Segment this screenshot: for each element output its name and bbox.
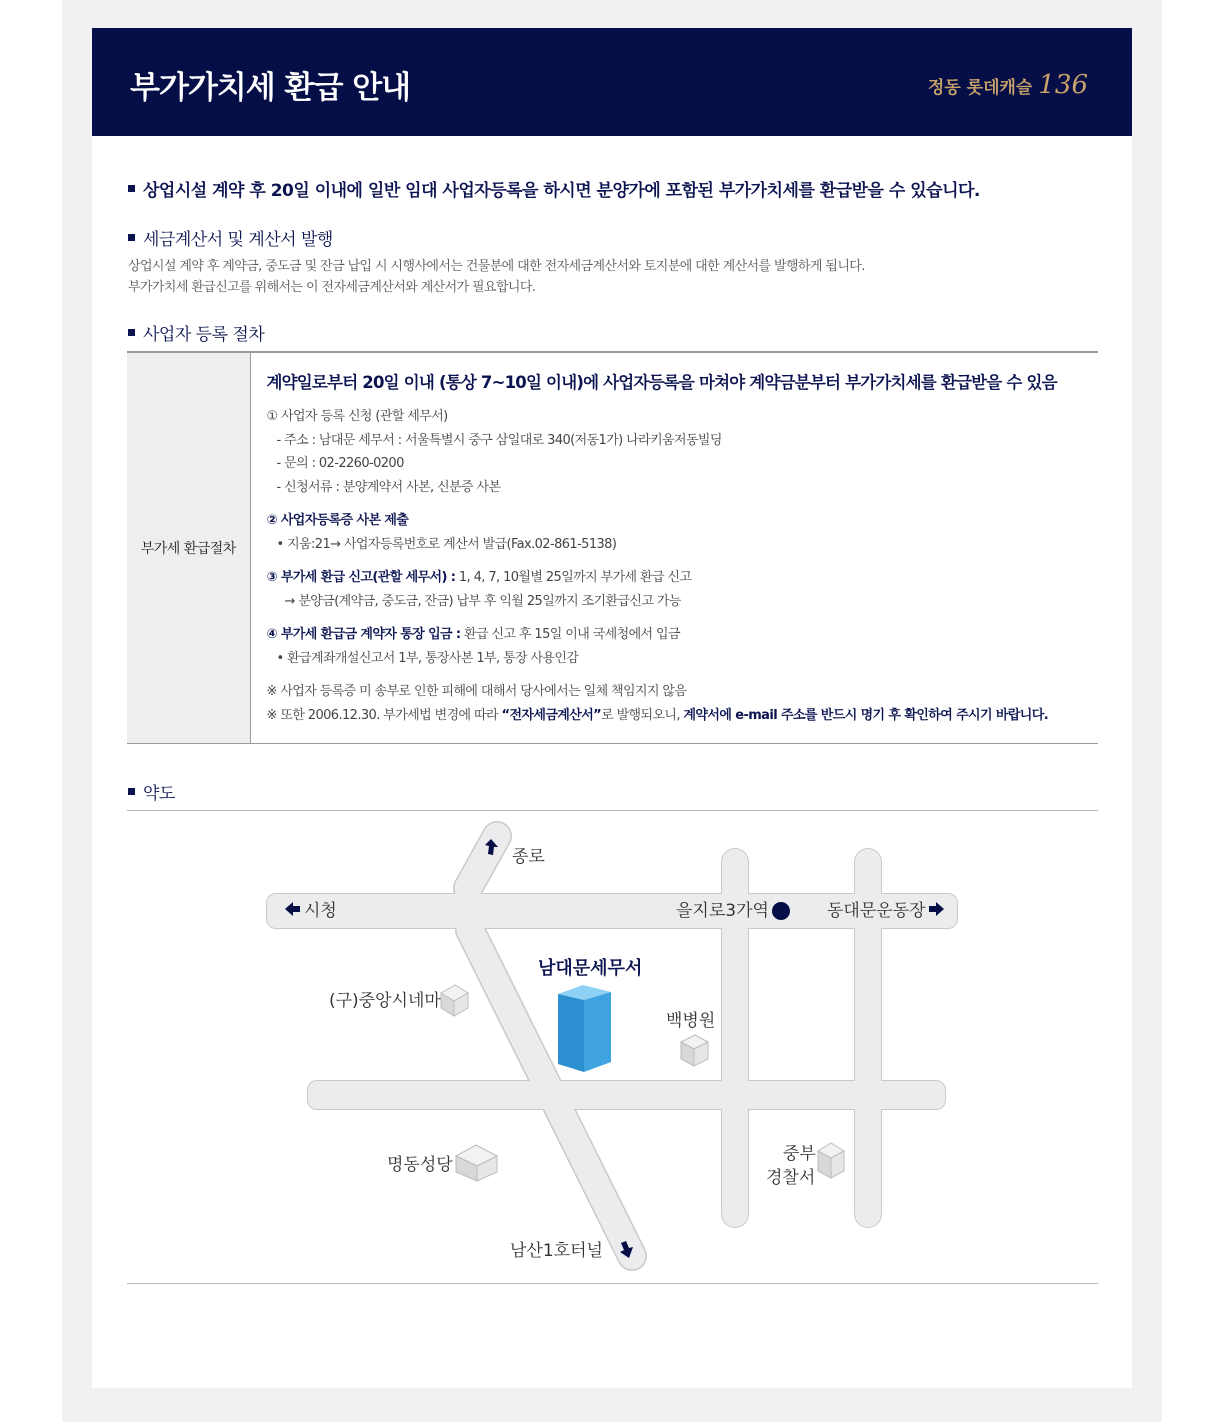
building-myeongdong-icon <box>456 1145 497 1181</box>
step3-text: 1, 4, 7, 10월별 25일까지 부가세 환급 신고 <box>455 570 692 585</box>
step1-documents: - 신청서류 : 분양계약서 사본, 신분증 사본 <box>276 479 501 495</box>
procedure-headline: 계약일로부터 20일 이내 (통상 7~10일 이내)에 사업자등록을 마쳐야 계약금분부터 부가가치세를 환급받을 수 있음 <box>266 373 1057 392</box>
subway-station-icon <box>772 902 790 920</box>
note2-part-a: ※ 또한 2006.12.30. 부가세법 변경에 따라 <box>266 707 502 723</box>
label-dongdaemun: 동대문운동장 <box>827 901 926 921</box>
label-namsan-tunnel: 남산1호터널 <box>510 1241 603 1261</box>
note-liability: ※ 사업자 등록증 미 송부로 인한 피해에 대해서 당사에서는 일체 책임지지 않음 <box>266 684 687 699</box>
vat-refund-card <box>92 28 1132 1388</box>
procedure-row-label: 부가세 환급절차 <box>127 352 250 744</box>
building-paik-icon <box>681 1035 708 1066</box>
building-cinema-icon <box>441 985 468 1016</box>
map-title: 약도 <box>143 784 175 804</box>
building-taxoffice-icon <box>558 985 611 1072</box>
step3-title: ③ 부가세 환급 신고(관할 세무서) : <box>266 570 456 585</box>
note2-part-c: 로 발행되오니, <box>601 707 684 723</box>
building-police-icon <box>818 1143 844 1178</box>
page-title: 부가가치세 환급 안내 <box>130 70 411 106</box>
road-fill-middle <box>308 1081 945 1109</box>
label-police-1: 중부 <box>783 1144 816 1164</box>
step3-item: → 분양금(계약금, 중도금, 잔금) 납부 후 익월 25일까지 조기환급신고 가능 <box>284 593 681 609</box>
brand-number: 136 <box>1038 70 1088 100</box>
registration-title: 사업자 등록 절차 <box>143 325 265 345</box>
brand-name: 정동 롯데캐슬 <box>927 78 1033 98</box>
label-euljiro-station: 을지로3가역 <box>676 901 769 921</box>
step2-title: ② 사업자등록증 사본 제출 <box>266 513 409 528</box>
note2-part-b: “전자세금계산서” <box>501 707 602 723</box>
step2-item: • 지움:21→ 사업자등록번호로 계산서 발급(Fax.02-861-5138) <box>276 536 617 552</box>
label-paik-hospital: 백병원 <box>666 1011 716 1031</box>
invoice-title: 세금계산서 및 계산서 발행 <box>143 230 333 250</box>
roads <box>266 836 958 1256</box>
label-police-2: 경찰서 <box>766 1168 816 1188</box>
step4-text: 환급 신고 후 15일 이내 국세청에서 입금 <box>460 627 680 642</box>
note2-part-d: 계약서에 e-mail 주소를 반드시 명기 후 확인하여 주시기 바랍니다. <box>683 707 1049 723</box>
location-map <box>92 28 1132 1388</box>
invoice-line-2: 부가가치세 환급신고를 위해서는 이 전자세금계산서와 계산서가 필요합니다. <box>128 280 536 295</box>
label-cinema: (구)중앙시네마 <box>329 991 441 1011</box>
step4-title: ④ 부가세 환급금 계약자 통장 입금 : <box>266 627 461 642</box>
intro-text: 상업시설 계약 후 20일 이내에 일반 임대 사업자등록을 하시면 분양가에 포함된 부가가치세를 환급받을 수 있습니다. <box>143 181 980 201</box>
label-jongno: 종로 <box>512 847 545 867</box>
step4-item: • 환급계좌개설신고서 1부, 통장사본 1부, 통장 사용인감 <box>276 650 579 666</box>
label-cityhall: 시청 <box>304 901 337 921</box>
label-taxoffice: 남대문세무서 <box>538 958 643 979</box>
label-myeongdong: 명동성당 <box>387 1155 453 1175</box>
step1-title: ① 사업자 등록 신청 (관할 세무서) <box>266 409 448 424</box>
step1-address: - 주소 : 남대문 세무서 : 서울특별시 중구 삼일대로 340(저동1가) 나라키움저동빌딩 <box>276 432 722 448</box>
invoice-line-1: 상업시설 계약 후 계약금, 중도금 및 잔금 납입 시 시행사에서는 건물분에 대한 전자세금계산서와 토지분에 대한 계산서를 발행하게 됩니다. <box>128 259 865 274</box>
step1-contact: - 문의 : 02-2260-0200 <box>276 456 404 471</box>
